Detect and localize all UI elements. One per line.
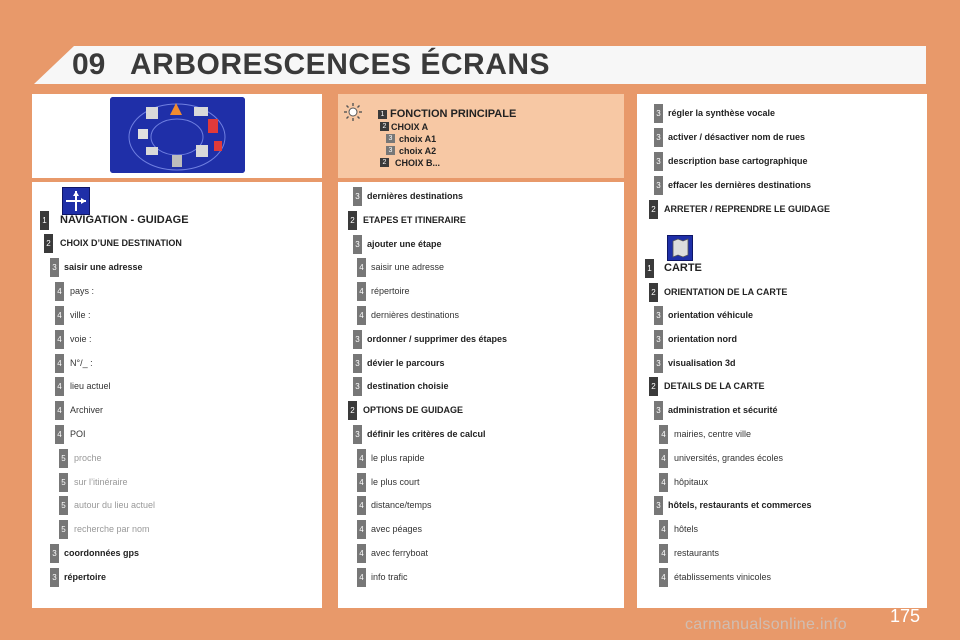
tree-item-label: ajouter une étape xyxy=(367,239,442,249)
level-3-marker: 3 xyxy=(654,401,663,420)
tree-item-label: hôpitaux xyxy=(674,477,709,487)
tree-item-label: dévier le parcours xyxy=(367,358,445,368)
tree-item-label: description base cartographique xyxy=(668,156,808,166)
level-4-marker: 4 xyxy=(55,425,64,444)
level-4-marker: 4 xyxy=(357,449,366,468)
tree-item-label: ORIENTATION DE LA CARTE xyxy=(664,287,788,297)
level-3-marker: 3 xyxy=(654,152,663,171)
level-4-marker: 4 xyxy=(55,330,64,349)
level-3-marker: 3 xyxy=(654,330,663,349)
tree-item-label: activer / désactiver nom de rues xyxy=(668,132,806,142)
map-icon xyxy=(667,235,693,261)
tree-item-label: orientation nord xyxy=(668,334,737,344)
menu-wheel-icon xyxy=(110,97,245,173)
tree-item-label: hôtels, restaurants et commerces xyxy=(668,500,812,510)
legend-level-2: 2 xyxy=(380,122,389,131)
level-3-marker: 3 xyxy=(353,377,362,396)
tree-item-label: régler la synthèse vocale xyxy=(668,108,776,118)
level-3-marker: 3 xyxy=(353,187,362,206)
level-3-marker: 3 xyxy=(50,568,59,587)
tree-item-label: destination choisie xyxy=(367,381,449,391)
tree-item-label: OPTIONS DE GUIDAGE xyxy=(363,405,464,415)
tree-item-label: lieu actuel xyxy=(70,381,111,391)
level-2-marker: 2 xyxy=(649,377,658,396)
level-4-marker: 4 xyxy=(659,520,668,539)
level-4-marker: 4 xyxy=(55,377,64,396)
level-2-marker: 2 xyxy=(348,401,357,420)
level-4-marker: 4 xyxy=(357,520,366,539)
tree-item-label: POI xyxy=(70,429,86,439)
level-4-marker: 4 xyxy=(55,354,64,373)
level-3-marker: 3 xyxy=(50,258,59,277)
legend-row: choix A1 xyxy=(399,134,437,144)
watermark: carmanualsonline.info xyxy=(685,616,847,633)
tree-item-label: restaurants xyxy=(674,548,720,558)
tree-item-label: dernières destinations xyxy=(367,191,464,201)
tree-item-label: le plus court xyxy=(371,477,420,487)
tree-item-label: effacer les dernières destinations xyxy=(668,180,812,190)
tree-item-label: hôtels xyxy=(674,524,699,534)
tree-item-label: recherche par nom xyxy=(74,524,150,534)
level-4-marker: 4 xyxy=(357,306,366,325)
level-4-marker: 4 xyxy=(357,568,366,587)
tree-item-label: avec péages xyxy=(371,524,423,534)
level-3-marker: 3 xyxy=(353,425,362,444)
tree-item-label: visualisation 3d xyxy=(668,358,736,368)
tree-item-label: coordonnées gps xyxy=(64,548,140,558)
tree-item-label: pays : xyxy=(70,286,95,296)
tree-item-label: proche xyxy=(74,453,102,463)
level-1-marker: 1 xyxy=(40,211,49,230)
tree-item-label: CARTE xyxy=(664,262,702,274)
legend-level-1: 1 xyxy=(378,110,387,119)
level-3-marker: 3 xyxy=(353,330,362,349)
level-3-marker: 3 xyxy=(353,235,362,254)
level-4-marker: 4 xyxy=(357,258,366,277)
level-3-marker: 3 xyxy=(654,104,663,123)
chapter-number: 09 xyxy=(72,48,106,81)
level-4-marker: 4 xyxy=(55,306,64,325)
level-4-marker: 4 xyxy=(357,282,366,301)
level-4-marker: 4 xyxy=(659,544,668,563)
tree-item-label: dernières destinations xyxy=(371,310,460,320)
level-4-marker: 4 xyxy=(357,544,366,563)
level-3-marker: 3 xyxy=(654,496,663,515)
level-1-marker: 1 xyxy=(645,259,654,278)
tree-item-label: universités, grandes écoles xyxy=(674,453,784,463)
legend-level-2: 2 xyxy=(380,158,389,167)
sun-icon xyxy=(343,102,363,122)
level-3-marker: 3 xyxy=(654,176,663,195)
tree-item-label: NAVIGATION - GUIDAGE xyxy=(60,214,189,226)
page-number: 175 xyxy=(890,606,921,626)
level-2-marker: 2 xyxy=(44,234,53,253)
tree-item-label: N°/_ : xyxy=(70,358,93,368)
level-4-marker: 4 xyxy=(357,496,366,515)
level-4-marker: 4 xyxy=(659,473,668,492)
level-3-marker: 3 xyxy=(654,306,663,325)
tree-item-label: répertoire xyxy=(371,286,410,296)
legend-row: CHOIX B... xyxy=(395,158,441,168)
level-4-marker: 4 xyxy=(659,449,668,468)
legend-level-3: 3 xyxy=(386,134,395,143)
level-2-marker: 2 xyxy=(348,211,357,230)
level-4-marker: 4 xyxy=(55,401,64,420)
tree-item-label: info trafic xyxy=(371,572,408,582)
page-title: ARBORESCENCES ÉCRANS xyxy=(130,48,551,81)
tree-item-label: Archiver xyxy=(70,405,104,415)
tree-item-label: sur l’itinéraire xyxy=(74,477,128,487)
level-3-marker: 3 xyxy=(654,354,663,373)
tree-item-label: saisir une adresse xyxy=(371,262,445,272)
tree-item-label: distance/temps xyxy=(371,500,432,510)
legend-row: choix A2 xyxy=(399,146,437,156)
tree-item-label: CHOIX D’UNE DESTINATION xyxy=(60,238,182,248)
level-4-marker: 4 xyxy=(55,282,64,301)
level-5-marker: 5 xyxy=(59,449,68,468)
tree-item-label: le plus rapide xyxy=(371,453,425,463)
navigation-icon xyxy=(62,187,90,215)
tree-item-label: ARRETER / REPRENDRE LE GUIDAGE xyxy=(664,204,831,214)
level-3-marker: 3 xyxy=(353,354,362,373)
legend-row: CHOIX A xyxy=(391,122,429,132)
tree-item-label: orientation véhicule xyxy=(668,310,754,320)
level-5-marker: 5 xyxy=(59,496,68,515)
legend-level-3: 3 xyxy=(386,146,395,155)
tree-item-label: voie : xyxy=(70,334,92,344)
level-5-marker: 5 xyxy=(59,473,68,492)
tree-item-label: administration et sécurité xyxy=(668,405,778,415)
legend-title: FONCTION PRINCIPALE xyxy=(390,108,517,120)
level-5-marker: 5 xyxy=(59,520,68,539)
tree-item-label: DETAILS DE LA CARTE xyxy=(664,381,765,391)
tree-item-label: autour du lieu actuel xyxy=(74,500,156,510)
tree-item-label: définir les critères de calcul xyxy=(367,429,486,439)
tree-item-label: avec ferryboat xyxy=(371,548,429,558)
level-4-marker: 4 xyxy=(659,568,668,587)
tree-item-label: répertoire xyxy=(64,572,107,582)
tree-item-label: ville : xyxy=(70,310,91,320)
menu-screenshot xyxy=(110,97,245,173)
level-3-marker: 3 xyxy=(50,544,59,563)
level-2-marker: 2 xyxy=(649,283,658,302)
level-3-marker: 3 xyxy=(654,128,663,147)
tree-item-label: saisir une adresse xyxy=(64,262,143,272)
level-4-marker: 4 xyxy=(357,473,366,492)
tree-item-label: mairies, centre ville xyxy=(674,429,752,439)
tree-item-label: établissements vinicoles xyxy=(674,572,772,582)
level-4-marker: 4 xyxy=(659,425,668,444)
level-2-marker: 2 xyxy=(649,200,658,219)
tree-item-label: ordonner / supprimer des étapes xyxy=(367,334,508,344)
tree-item-label: ETAPES ET ITINERAIRE xyxy=(363,215,466,225)
